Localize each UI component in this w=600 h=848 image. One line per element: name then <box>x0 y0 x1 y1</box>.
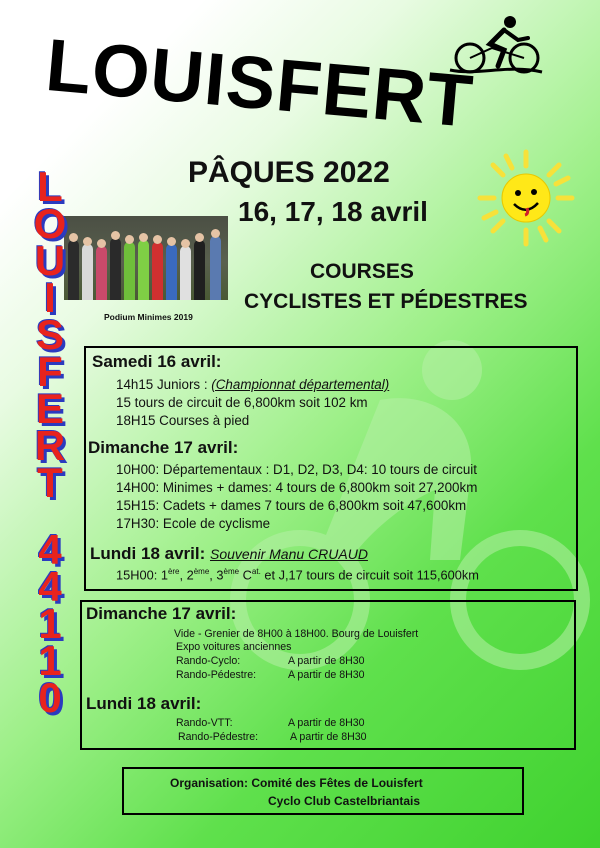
monday-heading-text: Lundi 18 avril: <box>90 544 210 563</box>
photo-person-head <box>111 231 120 240</box>
events-label: Rando-Cyclo: <box>176 655 241 667</box>
monday-sup: ère <box>167 567 180 576</box>
saturday-line <box>116 377 389 392</box>
photo-person <box>180 246 191 300</box>
organisation-club: Cyclo Club Castelbriantais <box>268 794 421 808</box>
main-title: LOUISFERT <box>42 22 477 144</box>
championship-link[interactable]: (Championnat départemental) <box>211 377 390 392</box>
monday-sup: at. <box>251 567 261 576</box>
vertical-letter: R <box>34 422 66 469</box>
monday-heading <box>90 544 368 564</box>
photo-person <box>124 242 135 300</box>
photo-person-head <box>139 233 148 242</box>
vertical-letter: O <box>33 200 67 247</box>
photo-person-head <box>167 237 176 246</box>
photo-person-head <box>195 233 204 242</box>
podium-photo <box>64 216 228 300</box>
events-sunday-heading: Dimanche 17 avril: <box>86 604 237 623</box>
vertical-letter: E <box>35 385 64 432</box>
vertical-letter: L <box>37 163 63 210</box>
organisation-line <box>170 776 423 790</box>
photo-person <box>138 240 149 300</box>
saturday-heading: Samedi 16 avril: <box>92 352 222 371</box>
postcode-digit: 4 <box>38 563 62 610</box>
sunday-line: 14H00: Minimes + dames: 4 tours de 6,800km soit 27,200km <box>116 480 478 495</box>
events-value: A partir de 8H30 <box>290 731 367 743</box>
photo-person-head <box>97 239 106 248</box>
vertical-letter: F <box>37 348 63 395</box>
monday-line-part: C <box>239 567 252 583</box>
postcode-digit: 1 <box>38 600 62 647</box>
vertical-letter: T <box>37 459 63 506</box>
monday-sup: ème <box>223 567 240 576</box>
monday-line-part: 15H00: 1 <box>116 567 168 583</box>
vertical-letter: U <box>34 237 66 284</box>
photo-person-head <box>125 235 134 244</box>
vertical-title <box>26 163 74 721</box>
monday-line <box>116 567 479 582</box>
photo-person <box>96 246 107 300</box>
postcode-digit: 1 <box>38 637 62 684</box>
souvenir-link[interactable]: Souvenir Manu CRUAUD <box>209 546 368 562</box>
saturday-line: 15 tours de circuit de 6,800km soit 102 km <box>116 395 368 410</box>
events-monday-heading: Lundi 18 avril: <box>86 694 202 713</box>
postcode-digit: 4 <box>38 526 62 573</box>
sunday-line: 17H30: Ecole de cyclisme <box>116 516 271 531</box>
photo-person-head <box>211 229 220 238</box>
saturday-line: 18H15 Courses à pied <box>116 413 250 428</box>
photo-person <box>210 236 221 300</box>
sunday-heading: Dimanche 17 avril: <box>88 438 239 457</box>
photo-person-head <box>181 239 190 248</box>
postcode-digit: 0 <box>38 674 62 721</box>
courses-heading: COURSES <box>310 260 414 283</box>
events-value: A partir de 8H30 <box>288 655 365 667</box>
monday-line-part: , 3 <box>209 567 224 583</box>
event-dates: 16, 17, 18 avril <box>238 196 428 227</box>
vertical-letter: S <box>35 311 64 358</box>
events-value: A partir de 8H30 <box>288 717 365 729</box>
courses-subheading: CYCLISTES ET PÉDESTRES <box>244 290 528 313</box>
events-line: Expo voitures anciennes <box>176 641 292 653</box>
sunday-line: 10H00: Départementaux : D1, D2, D3, D4: 10 tours de circuit <box>116 462 477 477</box>
photo-person-head <box>83 237 92 246</box>
sunday-line: 15H15: Cadets + dames 7 tours de 6,800km soit 47,600km <box>116 498 467 513</box>
organisation-name: Comité des Fêtes de Louisfert <box>251 776 423 790</box>
photo-person-head <box>153 235 162 244</box>
events-label: Rando-Pédestre: <box>176 669 257 681</box>
cyclist-icon <box>448 14 544 78</box>
events-label: Rando-Pédestre: <box>178 731 259 743</box>
saturday-juniors: 14h15 Juniors : <box>116 377 212 392</box>
photo-person <box>110 238 121 300</box>
monday-line-part: et J,17 tours de circuit soit 115,600km <box>260 567 479 583</box>
photo-person <box>82 244 93 300</box>
events-line: Vide - Grenier de 8H00 à 18H00. Bourg de Louisfert <box>174 628 419 640</box>
monday-sup: ème <box>193 567 210 576</box>
vertical-letter: I <box>44 274 56 321</box>
organisation-label: Organisation: <box>170 776 252 790</box>
events-label: Rando-VTT: <box>176 717 233 729</box>
photo-person <box>166 244 177 300</box>
monday-line-part: , 2 <box>179 567 194 583</box>
sun-icon <box>476 148 576 248</box>
events-value: A partir de 8H30 <box>288 669 365 681</box>
photo-person <box>152 242 163 300</box>
photo-person <box>194 240 205 300</box>
event-subtitle: PÂQUES 2022 <box>188 156 390 189</box>
photo-caption: Podium Minimes 2019 <box>104 312 193 322</box>
